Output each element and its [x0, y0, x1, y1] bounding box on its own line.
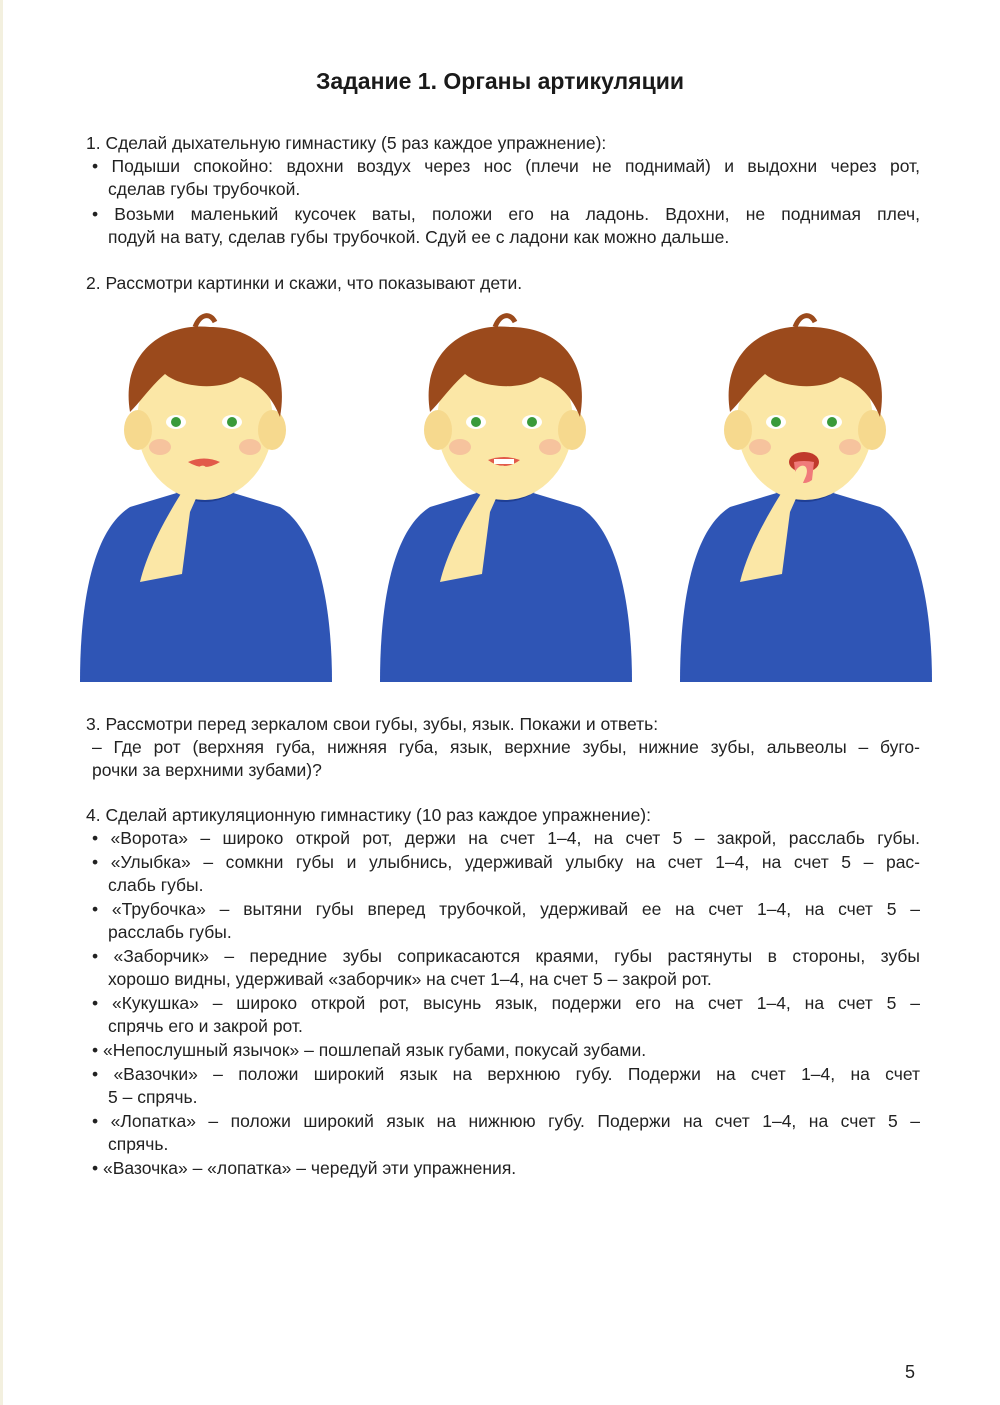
boy-figure-1 [80, 316, 332, 682]
right-iris [527, 417, 537, 427]
left-ear [724, 410, 752, 450]
exercise-lopatka-l2: спрячь. [108, 1134, 169, 1154]
right-cheek [539, 439, 561, 455]
section-2-heading: 2. Рассмотри картинки и скажи, что показывают дети. [86, 273, 523, 293]
exercise-trubochka-l2: расслабь губы. [108, 922, 232, 942]
right-ear [258, 410, 286, 450]
boy-figure-2 [380, 316, 632, 682]
bullet-2-line-1: • Возьми маленький кусочек ваты, положи его на ладонь. Вдохни, не поднимая плеч, [92, 204, 920, 224]
exercise-vazochka-lopatka: • «Вазочка» – «лопатка» – чередуй эти упражнения. [92, 1158, 517, 1178]
section-1-heading: 1. Сделай дыхательную гимнастику (5 раз каждое упражнение): [86, 133, 607, 153]
question-line-2: рочки за верхними зубами)? [92, 760, 322, 780]
bullet-1-line-1: • Подыши спокойно: вдохни воздух через нос (плечи не поднимай) и выдохни через рот, [92, 156, 920, 176]
page-title: Задание 1. Органы артикуляции [316, 68, 684, 94]
boy-showing-tongue [670, 312, 940, 692]
exercise-vorota: • «Ворота» – широко открой рот, держи на счет 1–4, на счет 5 – закрой, расслабь губы. [92, 828, 920, 848]
boy-showing-teeth [370, 312, 640, 692]
question-line-1: – Где рот (верхняя губа, нижняя губа, язык, верхние зубы, нижние зубы, альвеолы – буго- [92, 737, 920, 757]
exercise-zaborchik-l1: • «Заборчик» – передние зубы соприкасаются краями, губы растянуты в стороны, зубы [92, 946, 920, 966]
left-iris [771, 417, 781, 427]
teeth [494, 459, 514, 464]
exercise-kukushka-l1: • «Кукушка» – широко открой рот, высунь язык, подержи его на счет 1–4, на счет 5 – [92, 993, 920, 1013]
shirt-shape [80, 492, 332, 682]
exercise-lopatka-l1: • «Лопатка» – положи широкий язык на нижнюю губу. Подержи на счет 1–4, на счет 5 – [92, 1111, 920, 1131]
page-edge [0, 0, 3, 1405]
hair-tuft [195, 316, 215, 327]
left-iris [171, 417, 181, 427]
left-ear [124, 410, 152, 450]
exercise-ulybka-l2: слабь губы. [108, 875, 204, 895]
exercise-trubochka-l1: • «Трубочка» – вытяни губы вперед трубочкой, удерживай ее на счет 1–4, на счет 5 – [92, 899, 920, 919]
exercise-vazochki-l1: • «Вазочки» – положи широкий язык на верхнюю губу. Подержи на счет 1–4, на счет [92, 1064, 920, 1084]
shirt-shape [380, 492, 632, 682]
left-iris [471, 417, 481, 427]
section-3-heading: 3. Рассмотри перед зеркалом свои губы, зубы, язык. Покажи и ответь: [86, 714, 659, 734]
section-4-heading: 4. Сделай артикуляционную гимнастику (10 раз каждое упражнение): [86, 805, 651, 825]
section-mirror [86, 713, 920, 782]
exercise-zaborchik-l2: хорошо видны, удерживай «заборчик» на счет 1–4, на счет 5 – закрой рот. [108, 969, 712, 989]
hair-tuft [495, 316, 515, 327]
section-pictures [86, 272, 920, 295]
page-number: 5 [904, 1362, 915, 1382]
exercise-vazochki-l2: 5 – спрячь. [108, 1087, 198, 1107]
right-ear [558, 410, 586, 450]
boy-showing-lips [70, 312, 340, 692]
right-cheek [239, 439, 261, 455]
left-cheek [749, 439, 771, 455]
exercise-ulybka-l1: • «Улыбка» – сомкни губы и улыбнись, удерживай улыбку на счет 1–4, на счет 5 – рас- [92, 852, 920, 872]
left-cheek [149, 439, 171, 455]
boys-illustration-row [70, 312, 940, 692]
section-breathing [86, 132, 920, 249]
section-articulation [86, 804, 920, 1180]
right-cheek [839, 439, 861, 455]
right-iris [827, 417, 837, 427]
left-ear [424, 410, 452, 450]
left-cheek [449, 439, 471, 455]
boy-figure-3 [680, 316, 932, 682]
right-ear [858, 410, 886, 450]
shirt-shape [680, 492, 932, 682]
right-iris [227, 417, 237, 427]
exercise-kukushka-l2: спрячь его и закрой рот. [108, 1016, 303, 1036]
bullet-1-line-2: сделав губы трубочкой. [108, 179, 301, 199]
hair-tuft [795, 316, 815, 327]
bullet-2-line-2: подуй на вату, сделав губы трубочкой. Сдуй ее с ладони как можно дальше. [108, 227, 730, 247]
exercise-neposlushny: • «Непослушный язычок» – пошлепай язык губами, покусай зубами. [92, 1040, 647, 1060]
